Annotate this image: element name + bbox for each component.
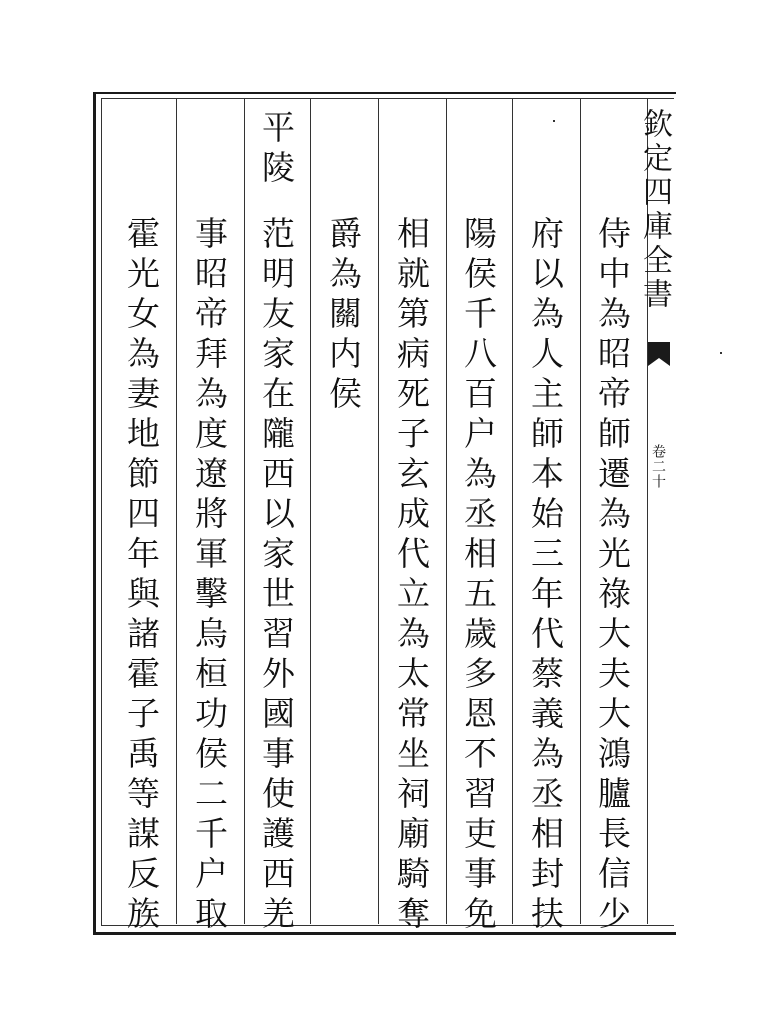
column-rule	[512, 99, 513, 924]
column-rule	[446, 99, 447, 924]
column-rule	[378, 99, 379, 924]
page-border-inner	[101, 98, 674, 926]
text-column-9: 霍光女為妻地節四年與諸霍子禹等謀反族	[122, 216, 161, 936]
text-column-5: 爵為關内侯	[324, 216, 363, 416]
text-column-3: 陽侯千八百户為丞相五歲多恩不習吏事免	[459, 216, 498, 936]
scan-speck	[720, 352, 722, 354]
scan-speck	[553, 120, 555, 122]
book-title-margin: 欽定四庫全書	[637, 108, 672, 312]
juan-number: 卷二十	[650, 444, 666, 489]
column-rule	[310, 99, 311, 924]
column-rule	[580, 99, 581, 924]
text-column-7: 范明友家在隴西以家世習外國事使護西羌	[257, 216, 296, 936]
text-column-4: 相就第病死子玄成代立為太常坐祠廟騎奪	[392, 216, 431, 936]
column-rule	[176, 99, 177, 924]
text-column-1: 侍中為昭帝師遷為光祿大夫大鴻臚長信少	[593, 216, 632, 936]
text-column-6: 平陵	[257, 110, 296, 190]
text-column-2: 府以為人主師本始三年代蔡義為丞相封扶	[526, 216, 565, 936]
text-column-8: 事昭帝拜為度遼將軍擊烏桓功侯二千户取	[190, 216, 229, 936]
fish-tail-mark	[648, 342, 670, 358]
column-rule	[244, 99, 245, 924]
